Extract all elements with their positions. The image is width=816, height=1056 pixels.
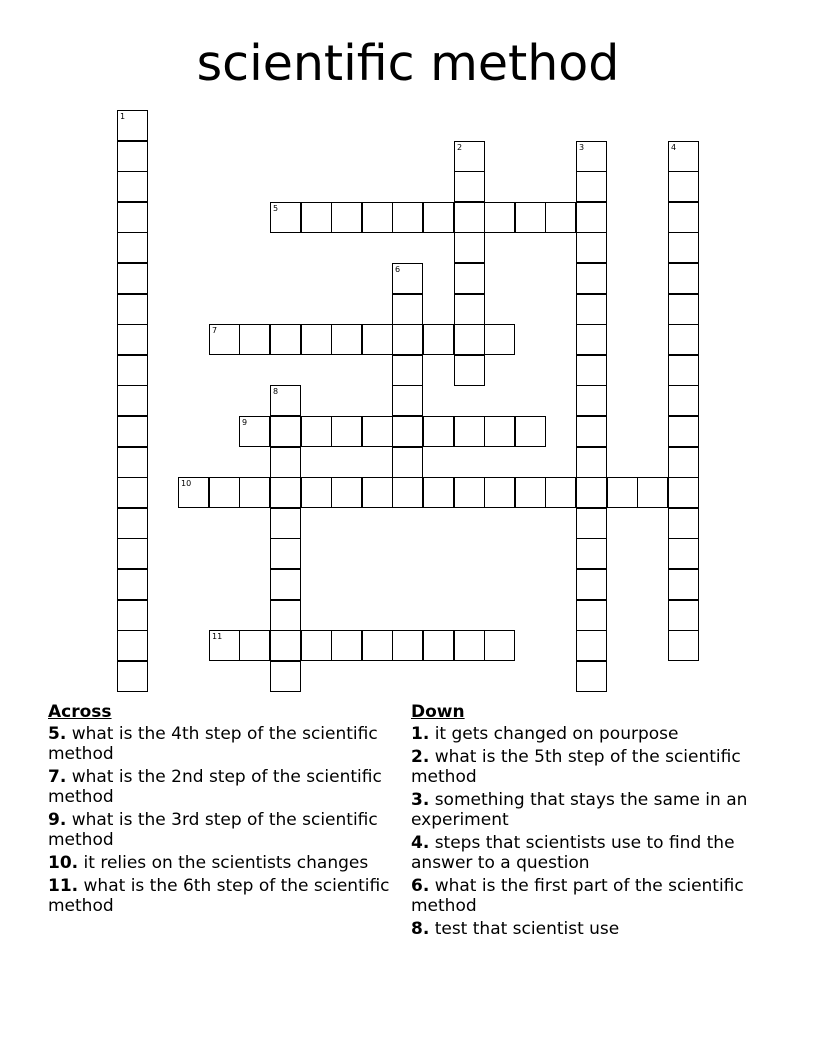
grid-cell[interactable] [576,447,607,478]
grid-cell[interactable] [270,477,301,508]
grid-cell[interactable] [117,263,148,294]
grid-cell[interactable] [668,202,699,233]
grid-cell[interactable] [576,294,607,325]
clue-item [48,724,403,764]
clue-text: something that stays the same in an experiment [411,790,748,830]
clue-number-label: 3 [579,143,585,152]
grid-cell[interactable] [484,477,515,508]
clue-number: 9. [48,810,67,830]
clue-item [48,767,403,807]
grid-cell[interactable] [668,141,699,172]
grid-cell[interactable] [668,324,699,355]
grid-cell[interactable] [668,508,699,539]
clue-number-label: 9 [242,418,248,427]
clue-number-label: 11 [212,632,223,641]
grid-cell[interactable] [392,416,423,447]
grid-cell[interactable] [392,447,423,478]
grid-cell[interactable] [117,385,148,416]
grid-cell[interactable] [301,630,332,661]
grid-cell[interactable] [392,202,423,233]
clue-number: 5. [48,724,67,744]
grid-cell[interactable] [117,294,148,325]
grid-cell[interactable] [362,477,393,508]
clue-item [411,790,756,830]
grid-cell[interactable] [117,538,148,569]
clue-text: it relies on the scientists changes [83,853,369,873]
grid-cell[interactable] [270,202,301,233]
grid-cell[interactable] [515,202,546,233]
grid-cell[interactable] [117,202,148,233]
grid-cell[interactable] [117,477,148,508]
clue-number-label: 8 [273,387,279,396]
grid-cell[interactable] [515,477,546,508]
grid-cell[interactable] [484,324,515,355]
grid-cell[interactable] [117,324,148,355]
down-heading: Down [411,702,465,722]
grid-cell[interactable] [301,477,332,508]
grid-cell[interactable] [668,630,699,661]
clue-item [411,833,756,873]
clue-number-label: 4 [671,143,677,152]
grid-cell[interactable] [117,508,148,539]
grid-cell[interactable] [239,324,270,355]
clue-item [48,810,403,850]
grid-cell[interactable] [454,202,485,233]
grid-cell[interactable] [178,477,209,508]
grid-cell[interactable] [270,416,301,447]
grid-cell[interactable] [576,569,607,600]
grid-cell[interactable] [117,416,148,447]
grid-cell[interactable] [362,416,393,447]
clue-number-label: 7 [212,326,218,335]
grid-cell[interactable] [484,202,515,233]
grid-cell[interactable] [423,324,454,355]
grid-cell[interactable] [362,324,393,355]
grid-cell[interactable] [454,232,485,263]
clue-text: what is the 2nd step of the scientific method [48,767,382,807]
clue-text: what is the first part of the scientific method [411,876,744,916]
down-clues [411,702,756,942]
grid-cell[interactable] [423,630,454,661]
grid-cell[interactable] [117,630,148,661]
grid-cell[interactable] [576,630,607,661]
grid-cell[interactable] [270,447,301,478]
grid-cell[interactable] [331,202,362,233]
clue-item [411,747,756,787]
grid-cell[interactable] [270,661,301,692]
grid-cell[interactable] [668,477,699,508]
grid-cell[interactable] [668,538,699,569]
clue-item [48,853,403,873]
grid-cell[interactable] [454,141,485,172]
grid-cell[interactable] [331,416,362,447]
grid-cell[interactable] [117,447,148,478]
grid-cell[interactable] [270,324,301,355]
grid-cell[interactable] [239,477,270,508]
grid-cell[interactable] [576,355,607,386]
grid-cell[interactable] [576,232,607,263]
grid-cell[interactable] [362,202,393,233]
grid-cell[interactable] [576,171,607,202]
clue-item [411,724,756,744]
grid-cell[interactable] [423,416,454,447]
grid-cell[interactable] [668,171,699,202]
clue-number: 7. [48,767,67,787]
grid-cell[interactable] [239,416,270,447]
grid-cell[interactable] [576,141,607,172]
clue-number-label: 10 [181,479,192,488]
grid-cell[interactable] [637,477,668,508]
grid-cell[interactable] [270,600,301,631]
grid-cell[interactable] [576,263,607,294]
grid-cell[interactable] [484,416,515,447]
clue-number: 1. [411,724,430,744]
clue-number-label: 6 [395,265,401,274]
grid-cell[interactable] [117,171,148,202]
clue-number: 2. [411,747,430,767]
grid-cell[interactable] [117,569,148,600]
grid-cell[interactable] [515,416,546,447]
grid-cell[interactable] [392,263,423,294]
grid-cell[interactable] [392,294,423,325]
grid-cell[interactable] [423,477,454,508]
grid-cell[interactable] [331,324,362,355]
clue-text: test that scientist use [434,919,620,939]
grid-cell[interactable] [454,416,485,447]
clue-text: what is the 4th step of the scientific method [48,724,378,764]
grid-cell[interactable] [117,355,148,386]
grid-cell[interactable] [331,477,362,508]
grid-cell[interactable] [301,202,332,233]
across-clues [48,702,403,919]
grid-cell[interactable] [117,141,148,172]
grid-cell[interactable] [668,263,699,294]
grid-cell[interactable] [576,416,607,447]
grid-cell[interactable] [392,477,423,508]
grid-cell[interactable] [454,630,485,661]
grid-cell[interactable] [392,324,423,355]
clue-number-label: 5 [273,204,279,213]
grid-cell[interactable] [301,324,332,355]
clue-number: 3. [411,790,430,810]
grid-cell[interactable] [668,447,699,478]
grid-cell[interactable] [454,263,485,294]
grid-cell[interactable] [576,324,607,355]
grid-cell[interactable] [454,355,485,386]
clue-number: 6. [411,876,430,896]
grid-cell[interactable] [454,477,485,508]
clue-text: what is the 6th step of the scientific method [48,876,390,916]
grid-cell[interactable] [270,630,301,661]
grid-cell[interactable] [668,569,699,600]
grid-cell[interactable] [209,324,240,355]
grid-cell[interactable] [117,661,148,692]
page-title: scientific method [196,35,620,92]
clue-item [411,876,756,916]
grid-cell[interactable] [392,630,423,661]
clue-number: 11. [48,876,79,896]
grid-cell[interactable] [668,232,699,263]
grid-cell[interactable] [392,355,423,386]
clue-text: steps that scientists use to find the answer to a question [411,833,735,873]
clue-number: 10. [48,853,79,873]
grid-cell[interactable] [362,630,393,661]
clue-text: it gets changed on pourpose [434,724,679,744]
grid-cell[interactable] [209,630,240,661]
clue-number: 8. [411,919,430,939]
grid-cell[interactable] [576,538,607,569]
grid-cell[interactable] [668,416,699,447]
grid-cell[interactable] [576,600,607,631]
grid-cell[interactable] [454,294,485,325]
grid-cell[interactable] [423,202,454,233]
grid-cell[interactable] [209,477,240,508]
grid-cell[interactable] [117,110,148,141]
grid-cell[interactable] [270,508,301,539]
clue-item [48,876,403,916]
grid-cell[interactable] [117,600,148,631]
grid-cell[interactable] [239,630,270,661]
grid-cell[interactable] [668,355,699,386]
clue-text: what is the 3rd step of the scientific method [48,810,378,850]
clue-number-label: 2 [457,143,463,152]
grid-cell[interactable] [576,385,607,416]
grid-cell[interactable] [270,538,301,569]
clue-number-label: 1 [120,112,126,121]
grid-cell[interactable] [576,202,607,233]
grid-cell[interactable] [454,324,485,355]
grid-cell[interactable] [484,630,515,661]
grid-cell[interactable] [454,171,485,202]
grid-cell[interactable] [545,202,576,233]
grid-cell[interactable] [301,416,332,447]
grid-cell[interactable] [668,385,699,416]
clue-item [411,919,756,939]
grid-cell[interactable] [668,600,699,631]
grid-cell[interactable] [117,232,148,263]
grid-cell[interactable] [545,477,576,508]
grid-cell[interactable] [270,569,301,600]
grid-cell[interactable] [668,294,699,325]
grid-cell[interactable] [607,477,638,508]
clue-text: what is the 5th step of the scientific method [411,747,741,787]
grid-cell[interactable] [576,661,607,692]
grid-cell[interactable] [392,385,423,416]
clue-number: 4. [411,833,430,853]
grid-cell[interactable] [270,385,301,416]
grid-cell[interactable] [331,630,362,661]
grid-cell[interactable] [576,477,607,508]
across-heading: Across [48,702,112,722]
grid-cell[interactable] [576,508,607,539]
